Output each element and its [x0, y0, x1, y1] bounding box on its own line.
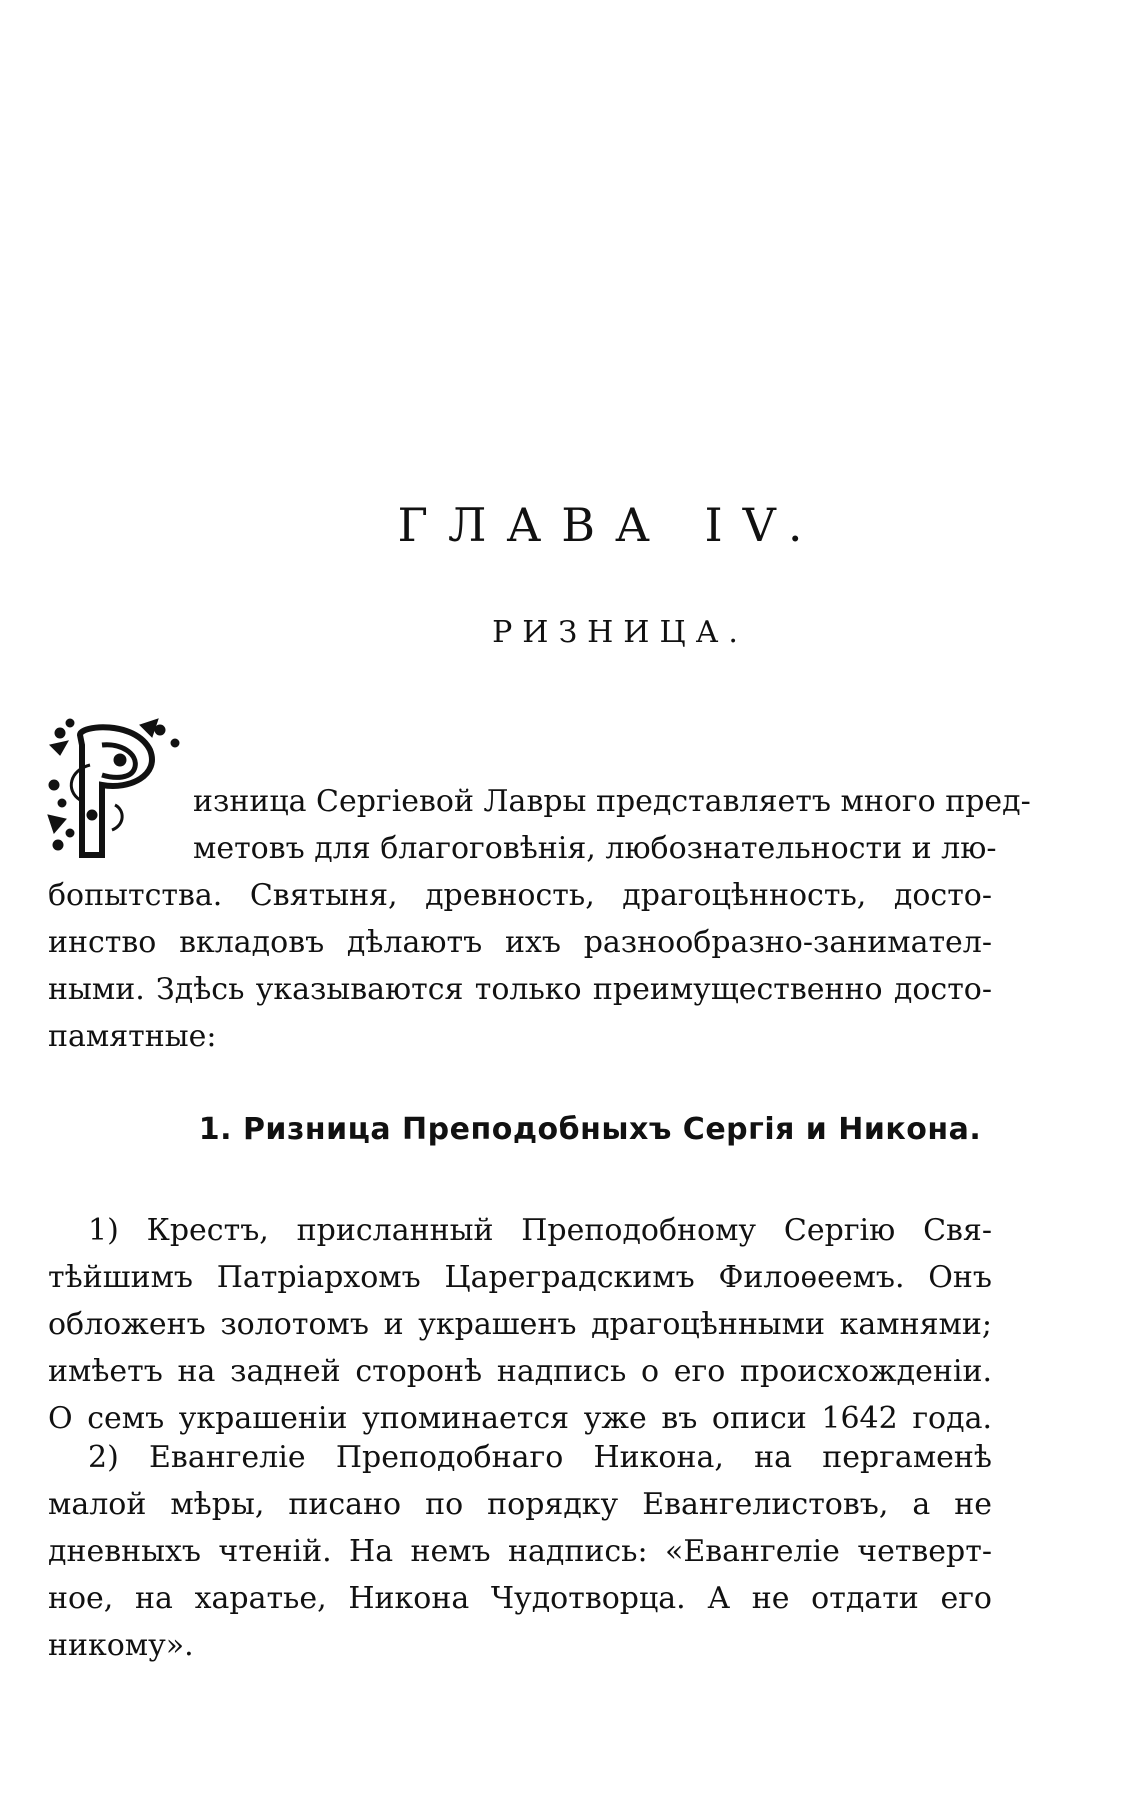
text-line: 2) Евангеліе Преподобнаго Никона, на пергаменѣ	[88, 1440, 992, 1475]
text-line: малой мѣры, писано по порядку Евангелистовъ, а не	[48, 1487, 992, 1522]
text-line: метовъ для благоговѣнія, любознательности и лю-	[193, 831, 997, 866]
text-line: О семъ украшеніи упоминается уже въ описи 1642 года.	[48, 1401, 992, 1436]
text-line: ное, на харатье, Никона Чудотворца. А не отдати его	[48, 1581, 992, 1616]
chapter-heading: ГЛАВА IV.	[397, 498, 823, 552]
section-heading: 1. Ризница Преподобныхъ Сергія и Никона.	[198, 1112, 982, 1147]
list-item	[48, 1434, 992, 1669]
list-item	[48, 1207, 992, 1442]
text-line: изница Сергіевой Лавры представляетъ много пред-	[193, 784, 1031, 819]
text-line: ными. Здѣсь указываются только преимущественно досто-	[48, 972, 992, 1007]
text-line: обложенъ золотомъ и украшенъ драгоцѣнными камнями;	[48, 1307, 992, 1342]
text-line: памятные:	[48, 1019, 217, 1054]
text-line: дневныхъ чтеній. На немъ надпись: «Евангеліе четверт-	[48, 1534, 992, 1569]
text-line: никому».	[48, 1628, 194, 1663]
text-line: 1) Крестъ, присланный Преподобному Сергію Свя-	[88, 1213, 992, 1248]
text-line: тѣйшимъ Патріархомъ Цареградскимъ Филоѳеемъ. Онъ	[48, 1260, 992, 1295]
intro-paragraph	[48, 778, 1031, 1060]
text-line: имѣетъ на задней сторонѣ надпись о его происхожденіи.	[48, 1354, 992, 1389]
chapter-title: РИЗНИЦА.	[492, 615, 748, 650]
text-line: инство вкладовъ дѣлаютъ ихъ разнообразно-занимател-	[48, 925, 992, 960]
text-line: бопытства. Святыня, древность, драгоцѣнность, досто-	[48, 878, 992, 913]
